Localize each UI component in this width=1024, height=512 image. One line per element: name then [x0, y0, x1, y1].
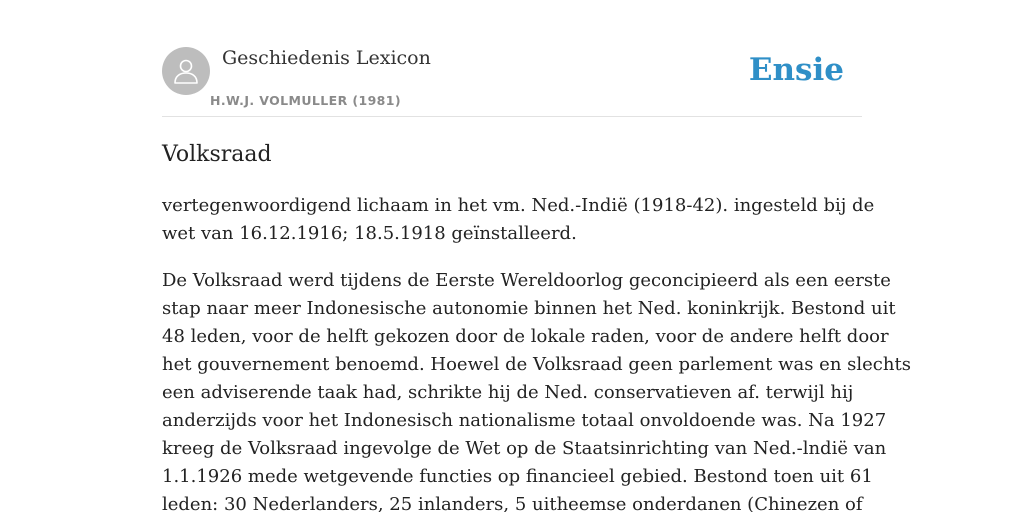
paragraph-line: anderzijds voor het Indonesisch nationalisme totaal onvoldoende was. Na 1927: [162, 410, 887, 431]
paragraph-line: De Volksraad werd tijdens de Eerste Wereldoorlog geconcipieerd als een eerste: [162, 270, 891, 291]
paragraph-line: vertegenwoordigend lichaam in het vm. Ned.-Indië (1918-42). ingesteld bij de: [162, 195, 875, 216]
user-avatar-icon: [171, 56, 201, 86]
entry-paragraph-2: [162, 267, 911, 512]
paragraph-line: het gouvernement benoemd. Hoewel de Volksraad geen parlement was en slechts: [162, 354, 911, 375]
avatar[interactable]: [162, 47, 210, 95]
entry-paragraph-1: [162, 192, 875, 248]
author-byline[interactable]: H.W.J. VOLMULLER (1981): [210, 93, 401, 108]
page-container: [162, 0, 911, 512]
entry-title: Volksraad: [162, 142, 272, 167]
paragraph-line: 48 leden, voor de helft gekozen door de lokale raden, voor de andere helft door: [162, 326, 889, 347]
paragraph-line: een adviserende taak had, schrikte hij de Ned. conservatieven af. terwijl hij: [162, 382, 854, 403]
paragraph-line: 1.1.1926 mede wetgevende functies op financieel gebied. Bestond toen uit 61: [162, 466, 873, 487]
paragraph-line: stap naar meer Indonesische autonomie binnen het Ned. koninkrijk. Bestond uit: [162, 298, 896, 319]
lexicon-title-link[interactable]: Geschiedenis Lexicon: [222, 47, 431, 69]
lexicon-header: [162, 0, 862, 117]
paragraph-line: kreeg de Volksraad ingevolge de Wet op de Staatsinrichting van Ned.-lndië van: [162, 438, 887, 459]
paragraph-line: wet van 16.12.1916; 18.5.1918 geïnstalleerd.: [162, 223, 577, 244]
paragraph-line: leden: 30 Nederlanders, 25 inlanders, 5 uitheemse onderdanen (Chinezen of: [162, 494, 863, 512]
ensie-logo[interactable]: Ensie: [748, 52, 844, 88]
